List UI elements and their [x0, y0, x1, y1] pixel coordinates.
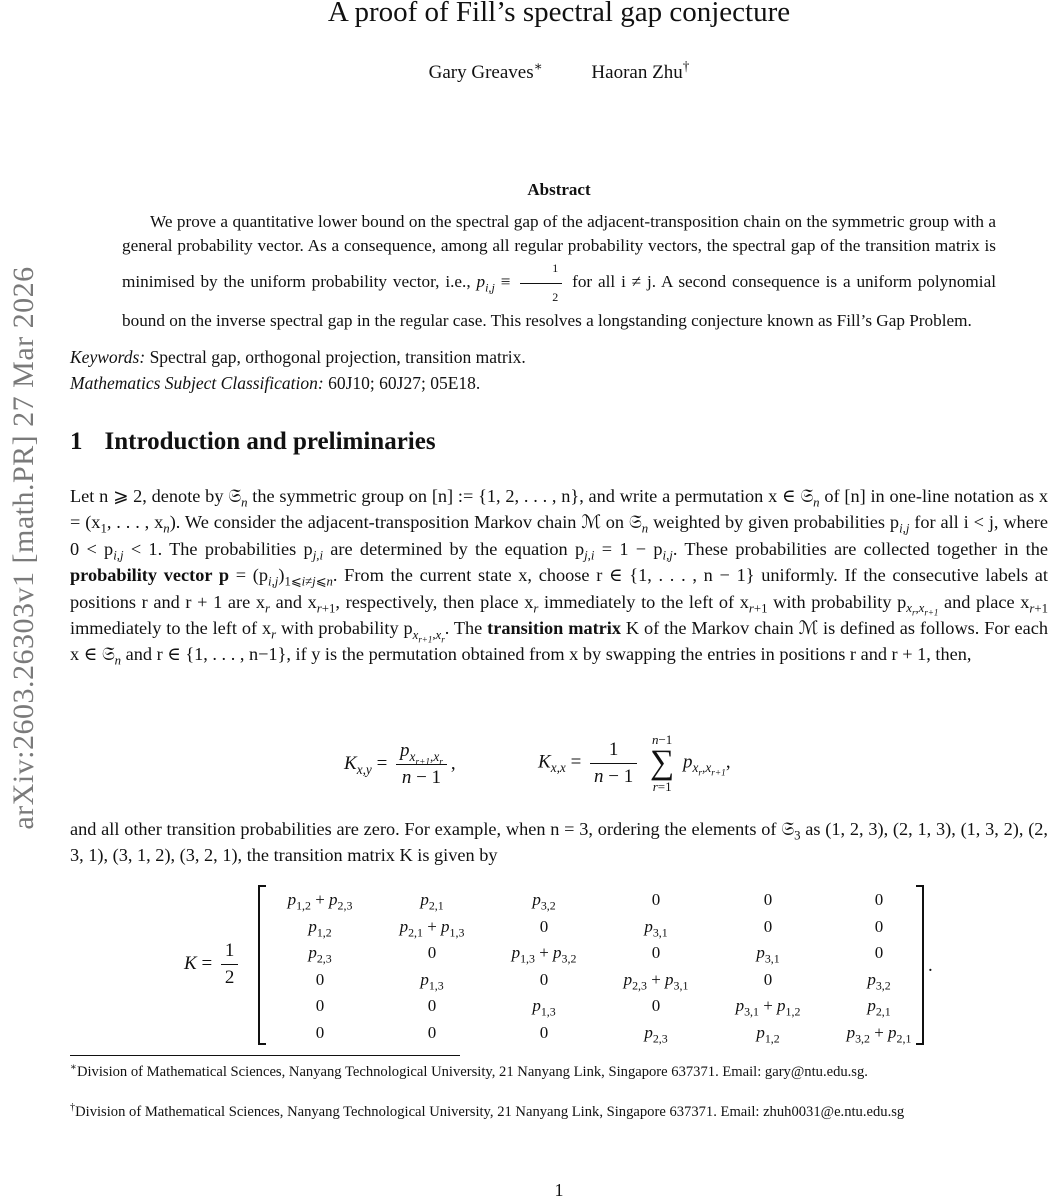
matrix-cell: 0: [874, 943, 884, 962]
matrix-cell: $p_{3,1}$: [756, 943, 780, 966]
matrix-cell: 0: [427, 996, 437, 1015]
matrix-cell: $p_{3,1}$: [644, 916, 668, 939]
matrix-cell: 0: [315, 1022, 325, 1042]
matrix-cell: 0: [427, 943, 437, 962]
intro-paragraph: Let n ⩾ 2, denote by 𝔖$_n$ the symmetric group on [n] := {1, 2, . . . , n}, and write a permutation x ∈ 𝔖$_n$ of [n] in one-line notation as $x = (x_1$, . . . , $x_n$). We consider the adjacent-transposition Markov chain ℳ on 𝔖$_n$ weighted by given probabilities $p_{i,j}$ for all i < j, where $0 < p_{i,j} < 1$. The probabilities $p_{j,i}$ are determined by the equation $p_{j,i} = 1 - p_{i,j}$. These probabilities are collected together in the probability vector $p = (p_{i,j})_{1⩽i\ne j⩽n}$. From the current state x, choose r ∈ {1, . . . , n − 1} uniformly. If the consecutive labels at positions r and r + 1 are $x_r$ and $x_{r+1}$, respectively, then place $x_r$ immediately to the left of $x_{r+1}$ with probability $p_{x_r,x_{r+1}}$ and place $x_{r+1}$ immediately to the left of $x_r$ with probability $p_{x_{r+1},x_r}$. The transition matrix K of the Markov chain ℳ is defined as follows. For each x ∈ 𝔖$_n$ and r ∈ {1, . . . , n−1}, if y is the permutation obtained from x by swapping the entries in positions r and r + 1, then,: [70, 486, 1049, 669]
matrix-cell: $p_{1,2} + p_{2,3}$: [287, 890, 353, 913]
footnote-rule: [70, 1055, 460, 1056]
author-1: Gary Greaves∗: [428, 58, 543, 83]
section-heading: 1 Introduction and preliminaries: [70, 428, 436, 455]
matrix-cell: $p_{2,3}$: [644, 1022, 668, 1045]
author-2: Haoran Zhu†: [591, 58, 690, 83]
matrix-cell: $p_{2,1}$: [867, 996, 891, 1019]
matrix-cell: $p_{2,1}$: [420, 890, 444, 913]
matrix-cell: 0: [763, 890, 773, 909]
matrix-cell: 0: [651, 996, 661, 1015]
page-number: 1: [554, 1180, 564, 1200]
paper-title: A proof of Fill’s spectral gap conjecture: [327, 0, 791, 28]
matrix-cell: 0: [874, 890, 884, 909]
msc-line: Mathematics Subject Classification: 60J10; 60J27; 05E18.: [70, 373, 481, 393]
matrix-cell: $p_{3,1} + p_{1,2}$: [735, 996, 801, 1019]
equation-kxy: $K_{x,y}$ = $\frac{p_{x_{r+1},x_r}}{n - 1}$ ,: [344, 740, 456, 789]
arxiv-sidebar-stamp: [2, 188, 46, 908]
matrix-cell: 0: [763, 969, 773, 989]
arxiv-identifier: arXiv:2603.26303v1 [math.PR] 27 Mar 2026: [7, 266, 40, 830]
matrix-cell: 0: [539, 969, 549, 989]
matrix-cell: 0: [651, 943, 661, 962]
footnote-2: †Division of Mathematical Sciences, Nanyang Technological University, 21 Nanyang Link, Singapore 637371. Email: zhuh0031@e.ntu.edu.sg: [70, 1102, 905, 1120]
matrix-cell: $p_{3,2}$: [867, 969, 891, 992]
matrix-cell: 0: [315, 969, 325, 989]
matrix-period: .: [928, 955, 933, 976]
matrix-cell: $p_{1,2}$: [308, 916, 332, 939]
abstract-body: We prove a quantitative lower bound on the spectral gap of the adjacent-transposition chain on the symmetric group with a general probability vector. As a consequence, among all regular probability vectors, the spectral gap of the transition matrix is minimised by the uniform probability vector, i.e., $p_{i,j}$ ≡ $\frac{1}{2}$ for all i ≠ j. A second consequence is a uniform polynomial bound on the inverse spectral gap in the regular case. This resolves a longstanding conjecture known as Fill’s Gap Problem.: [122, 212, 996, 331]
matrix-cell: $p_{1,3}$: [532, 996, 556, 1019]
matrix-cell: $p_{1,3}$: [420, 969, 444, 992]
footnote-1: ∗Division of Mathematical Sciences, Nanyang Technological University, 21 Nanyang Link, Singapore 637371. Email: gary@ntu.edu.sg.: [70, 1062, 868, 1080]
keywords-line: Keywords: Spectral gap, orthogonal projection, transition matrix.: [70, 347, 526, 367]
matrix-cell: 0: [427, 1022, 437, 1042]
matrix-cell: 0: [539, 1022, 549, 1042]
matrix-grid: [264, 887, 918, 1046]
matrix-lhs: K = $\frac{1}{2}$: [184, 940, 242, 989]
matrix-cell: $p_{2,1} + p_{1,3}$: [399, 916, 465, 939]
matrix-cell: $p_{3,2} + p_{2,1}$: [846, 1022, 912, 1045]
matrix-cell: $p_{1,3} + p_{3,2}$: [511, 943, 577, 966]
equation-kxx: $K_{x,x}$ = $\frac{1}{n - 1}$ n−1 ∑ r=1 $p_{x_r,x_{r+1}}$,: [538, 732, 731, 794]
matrix-cell: $p_{1,2}$: [756, 1022, 780, 1045]
matrix-cell: $p_{3,2}$: [532, 890, 556, 913]
matrix-cell: $p_{2,3}$: [308, 943, 332, 966]
keywords-block: [70, 344, 1050, 396]
matrix-cell: 0: [763, 916, 773, 936]
matrix-cell: 0: [539, 916, 549, 936]
matrix-cell: 0: [874, 916, 884, 936]
matrix-cell: 0: [315, 996, 325, 1015]
matrix-cell: 0: [651, 890, 661, 909]
example-paragraph: and all other transition probabilities are zero. For example, when n = 3, ordering the elements of 𝔖$_3$ as (1, 2, 3), (2, 1, 3), (1, 3, 2), (2, 3, 1), (3, 1, 2), (3, 2, 1), the transition matrix K is given by: [70, 819, 1048, 866]
matrix-cell: $p_{2,3} + p_{3,1}$: [623, 969, 689, 992]
abstract-heading: Abstract: [527, 180, 591, 199]
transition-matrix: [258, 885, 924, 1045]
author-list: [0, 58, 1050, 84]
